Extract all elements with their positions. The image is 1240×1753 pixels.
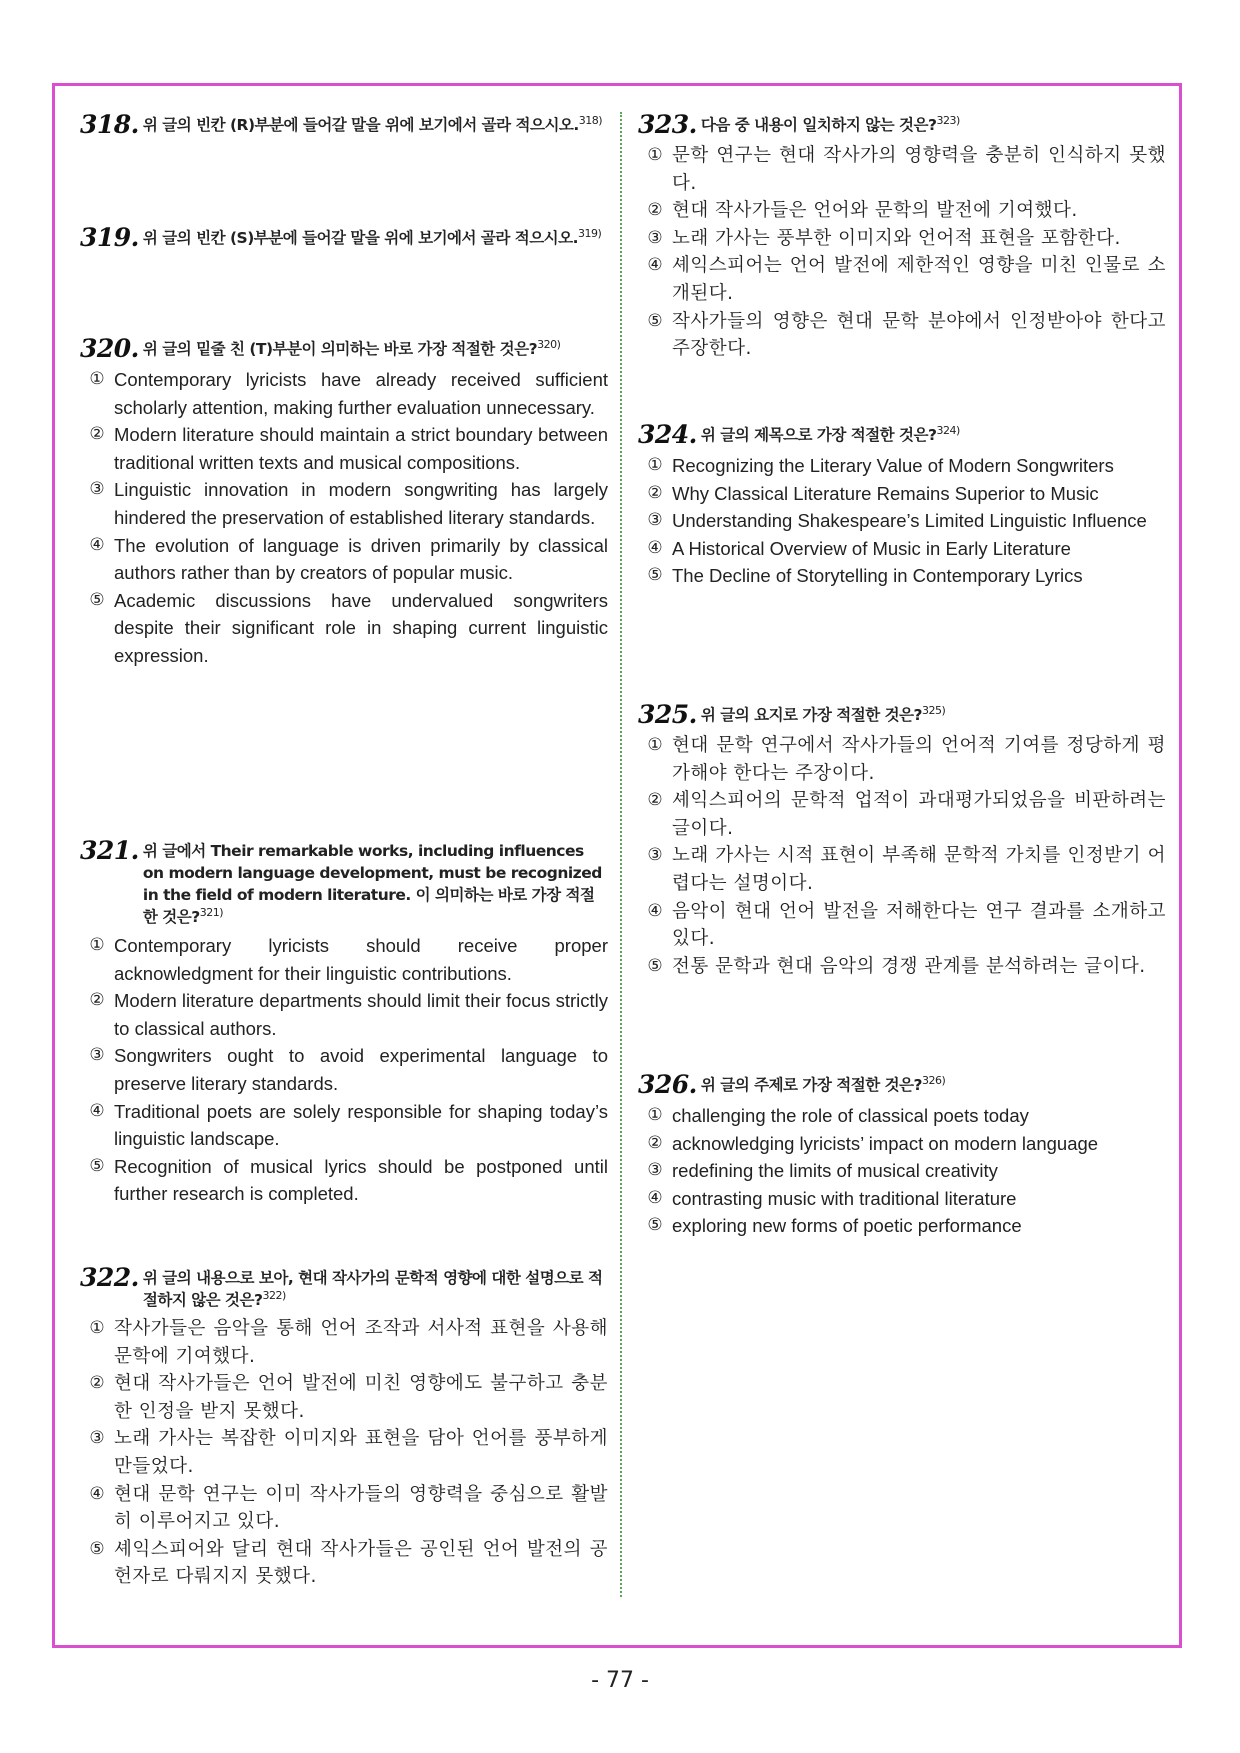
answer-option[interactable]	[638, 1102, 1166, 1130]
option-number: ②	[89, 424, 105, 445]
option-text: 문학 연구는 현대 작사가의 영향력을 충분히 인식하지 못했다.	[672, 145, 1166, 194]
answer-options	[638, 452, 1166, 590]
option-number: ④	[647, 537, 663, 558]
option-number: ②	[647, 200, 663, 221]
option-text: 음악이 현대 언어 발전을 저해한다는 연구 결과를 소개하고 있다.	[672, 900, 1166, 950]
question-text: 위 글의 주제로 가장 적절한 것은?	[700, 1076, 923, 1094]
option-number: ⑤	[647, 955, 663, 976]
question-324	[638, 422, 1166, 702]
answer-option[interactable]	[638, 308, 1166, 363]
question-text: 위 글의 요지로 가장 적절한 것은?	[700, 706, 923, 724]
question-header	[80, 838, 608, 928]
question-header	[638, 112, 1166, 138]
answer-option[interactable]	[638, 197, 1166, 225]
column-divider	[620, 112, 622, 1597]
option-text: Traditional poets are solely responsible for shaping today’s linguistic landscape.	[114, 1100, 608, 1150]
page-number: - 77 -	[591, 1668, 649, 1693]
option-text: 현대 문학 연구는 이미 작사가들의 영향력을 중심으로 활발히 이루어지고 있다.	[114, 1483, 608, 1533]
answer-options	[638, 142, 1166, 363]
option-number: ④	[647, 900, 663, 921]
question-325	[638, 702, 1166, 1072]
footnote-marker: 322)	[262, 1288, 286, 1302]
option-number: ③	[89, 1428, 105, 1449]
option-number: ③	[89, 479, 105, 500]
option-number: ②	[647, 790, 663, 811]
option-text: 노래 가사는 풍부한 이미지와 언어적 표현을 포함한다.	[672, 227, 1121, 249]
option-text: challenging the role of classical poets today	[672, 1105, 1029, 1126]
answer-option[interactable]	[80, 532, 608, 587]
option-number: ④	[89, 1483, 105, 1504]
answer-option[interactable]	[638, 507, 1166, 535]
answer-options	[80, 932, 608, 1208]
option-number: ④	[647, 1187, 663, 1208]
answer-option[interactable]	[638, 452, 1166, 480]
footnote-marker: 319)	[578, 226, 602, 240]
option-number: ②	[89, 990, 105, 1011]
question-text: 위 글의 빈칸 (S)부분에 들어갈 말을 위에 보기에서 골라 적으시오.	[142, 229, 579, 247]
option-text: Academic discussions have undervalued songwriters despite their significant role in shaping current linguistic expression.	[114, 589, 608, 666]
question-text: 위 글에서 Their remarkable works, including influences on modern language development, must be recognized in the field of modern literature. 이 의미하는 바로 가장 적절한 것은?	[142, 842, 602, 926]
answer-option[interactable]	[80, 421, 608, 476]
option-text: 셰익스피어는 언어 발전에 제한적인 영향을 미친 인물로 소개된다.	[672, 255, 1166, 304]
answer-options	[80, 366, 608, 670]
question-number: 318.	[80, 110, 139, 139]
footnote-marker: 325)	[922, 703, 946, 717]
option-text: 작사가들의 영향은 현대 문학 분야에서 인정받아야 한다고 주장한다.	[672, 310, 1166, 360]
answer-option[interactable]	[638, 898, 1166, 953]
question-header	[638, 422, 1166, 448]
option-text: exploring new forms of poetic performance	[672, 1215, 1022, 1237]
answer-option[interactable]	[638, 1212, 1166, 1240]
option-number: ④	[89, 1100, 105, 1121]
question-header	[80, 112, 608, 138]
option-text: Recognition of musical lyrics should be postponed until further research is completed.	[114, 1155, 608, 1205]
option-number: ④	[89, 534, 105, 555]
question-header	[80, 336, 608, 362]
question-number: 321.	[80, 836, 139, 865]
question-text: 위 글의 밑줄 친 (T)부분이 의미하는 바로 가장 적절한 것은?	[142, 340, 538, 358]
option-text: A Historical Overview of Music in Early Literature	[672, 537, 1071, 559]
option-text: 현대 작사가들은 언어 발전에 미친 영향에도 불구하고 충분한 인정을 받지 못했다.	[114, 1373, 608, 1422]
option-text: 전통 문학과 현대 음악의 경쟁 관계를 분석하려는 글이다.	[672, 955, 1146, 977]
answer-option[interactable]	[80, 1315, 608, 1370]
option-number: ①	[89, 935, 105, 955]
footnote-marker: 321)	[199, 905, 223, 919]
answer-option[interactable]	[638, 787, 1166, 842]
answer-option[interactable]	[80, 476, 608, 531]
answer-option[interactable]	[80, 587, 608, 670]
option-text: Modern literature should maintain a strict boundary between traditional written texts and musical compositions.	[114, 424, 608, 473]
left-column	[80, 112, 608, 1591]
answer-option[interactable]	[80, 1481, 608, 1536]
answer-option[interactable]	[638, 732, 1166, 787]
answer-options	[638, 732, 1166, 980]
option-number: ①	[89, 369, 105, 389]
option-number: ①	[647, 1105, 663, 1125]
answer-option[interactable]	[638, 535, 1166, 563]
option-text: The Decline of Storytelling in Contemporary Lyrics	[672, 565, 1083, 587]
answer-option[interactable]	[638, 562, 1166, 590]
option-text: Recognizing the Literary Value of Modern Songwriters	[672, 455, 1114, 476]
footnote-marker: 326)	[922, 1073, 946, 1087]
answer-option[interactable]	[638, 252, 1166, 307]
option-text: Understanding Shakespeare’s Limited Linguistic Influence	[672, 510, 1147, 532]
option-number: ②	[647, 1132, 663, 1153]
question-number: 323.	[638, 110, 697, 139]
question-326	[638, 1072, 1166, 1240]
option-number: ①	[647, 735, 663, 755]
option-text: 노래 가사는 복잡한 이미지와 표현을 담아 언어를 풍부하게 만들었다.	[114, 1428, 608, 1477]
answer-option[interactable]	[638, 842, 1166, 897]
option-number: ⑤	[89, 1538, 105, 1559]
option-number: ④	[647, 255, 663, 276]
option-number: ③	[89, 1045, 105, 1066]
answer-option[interactable]	[80, 1153, 608, 1208]
option-text: Linguistic innovation in modern songwriting has largely hindered the preservation of established literary standards.	[114, 479, 608, 528]
answer-option[interactable]	[80, 1536, 608, 1591]
option-text: 현대 문학 연구에서 작사가들의 언어적 기여를 정당하게 평가해야 한다는 주장이다.	[672, 735, 1166, 784]
option-text: 현대 작사가들은 언어와 문학의 발전에 기여했다.	[672, 200, 1078, 222]
footnote-marker: 323)	[936, 113, 960, 127]
question-322	[80, 1265, 608, 1591]
question-320	[80, 336, 608, 838]
option-text: 셰익스피어와 달리 현대 작사가들은 공인된 언어 발전의 공헌자로 다뤄지지 못했다.	[114, 1538, 608, 1588]
option-text: Contemporary lyricists have already received sufficient scholarly attention, making further evaluation unnecessary.	[114, 369, 608, 418]
question-number: 322.	[80, 1263, 139, 1292]
answer-options	[80, 1315, 608, 1591]
question-header	[80, 225, 608, 251]
answer-options	[638, 1102, 1166, 1240]
question-text: 다음 중 내용이 일치하지 않는 것은?	[700, 116, 937, 134]
option-text: 노래 가사는 시적 표현이 부족해 문학적 가치를 인정받기 어렵다는 설명이다.	[672, 845, 1166, 894]
question-323	[638, 112, 1166, 422]
question-header	[638, 702, 1166, 728]
question-number: 320.	[80, 334, 139, 363]
answer-option[interactable]	[80, 366, 608, 421]
option-number: ②	[89, 1373, 105, 1394]
answer-option[interactable]	[638, 142, 1166, 197]
option-number: ⑤	[647, 565, 663, 586]
question-318	[80, 112, 608, 225]
option-number: ②	[647, 482, 663, 503]
option-text: 셰익스피어의 문학적 업적이 과대평가되었음을 비판하려는 글이다.	[672, 790, 1166, 839]
question-text: 위 글의 제목으로 가장 적절한 것은?	[700, 426, 937, 444]
option-number: ⑤	[647, 310, 663, 331]
option-text: acknowledging lyricists’ impact on modern language	[672, 1132, 1099, 1154]
option-number: ⑤	[89, 589, 105, 610]
option-number: ③	[647, 227, 663, 248]
question-header	[638, 1072, 1166, 1098]
option-text: contrasting music with traditional literature	[672, 1187, 1017, 1209]
answer-option[interactable]	[80, 1370, 608, 1425]
question-321	[80, 838, 608, 1265]
answer-option[interactable]	[80, 1425, 608, 1480]
answer-option[interactable]	[638, 480, 1166, 508]
footnote-marker: 324)	[936, 423, 960, 437]
answer-option[interactable]	[638, 1157, 1166, 1185]
option-number: ③	[647, 1160, 663, 1181]
answer-option[interactable]	[80, 932, 608, 987]
question-number: 325.	[638, 700, 697, 729]
option-number: ③	[647, 510, 663, 531]
option-number: ③	[647, 845, 663, 866]
option-number: ①	[647, 455, 663, 475]
answer-option[interactable]	[80, 1042, 608, 1097]
option-text: Modern literature departments should limit their focus strictly to classical authors.	[114, 990, 608, 1039]
question-header	[80, 1265, 608, 1311]
option-text: The evolution of language is driven primarily by classical authors rather than by creators of popular music.	[114, 534, 608, 584]
right-column	[638, 112, 1166, 1240]
option-text: Songwriters ought to avoid experimental language to preserve literary standards.	[114, 1045, 608, 1094]
question-text: 위 글의 빈칸 (R)부분에 들어갈 말을 위에 보기에서 골라 적으시오.	[142, 116, 579, 134]
answer-option[interactable]	[638, 1130, 1166, 1158]
answer-option[interactable]	[638, 225, 1166, 253]
question-text: 위 글의 내용으로 보아, 현대 작사가의 문학적 영향에 대한 설명으로 적절하지 않은 것은?	[142, 1269, 603, 1309]
answer-option[interactable]	[638, 953, 1166, 981]
option-text: Why Classical Literature Remains Superior to Music	[672, 482, 1099, 504]
footnote-marker: 320)	[537, 337, 561, 351]
option-number: ⑤	[647, 1215, 663, 1236]
answer-option[interactable]	[80, 1098, 608, 1153]
answer-option[interactable]	[80, 987, 608, 1042]
footnote-marker: 318)	[578, 113, 603, 127]
option-number: ①	[647, 145, 663, 165]
option-number: ①	[89, 1318, 105, 1338]
answer-option[interactable]	[638, 1185, 1166, 1213]
question-number: 319.	[80, 223, 139, 252]
option-text: redefining the limits of musical creativity	[672, 1160, 998, 1182]
question-319	[80, 225, 608, 336]
option-text: Contemporary lyricists should receive proper acknowledgment for their linguistic contributions.	[114, 935, 608, 984]
question-number: 326.	[638, 1070, 697, 1099]
question-number: 324.	[638, 420, 697, 449]
option-text: 작사가들은 음악을 통해 언어 조작과 서사적 표현을 사용해 문학에 기여했다.	[114, 1318, 608, 1367]
option-number: ⑤	[89, 1155, 105, 1176]
